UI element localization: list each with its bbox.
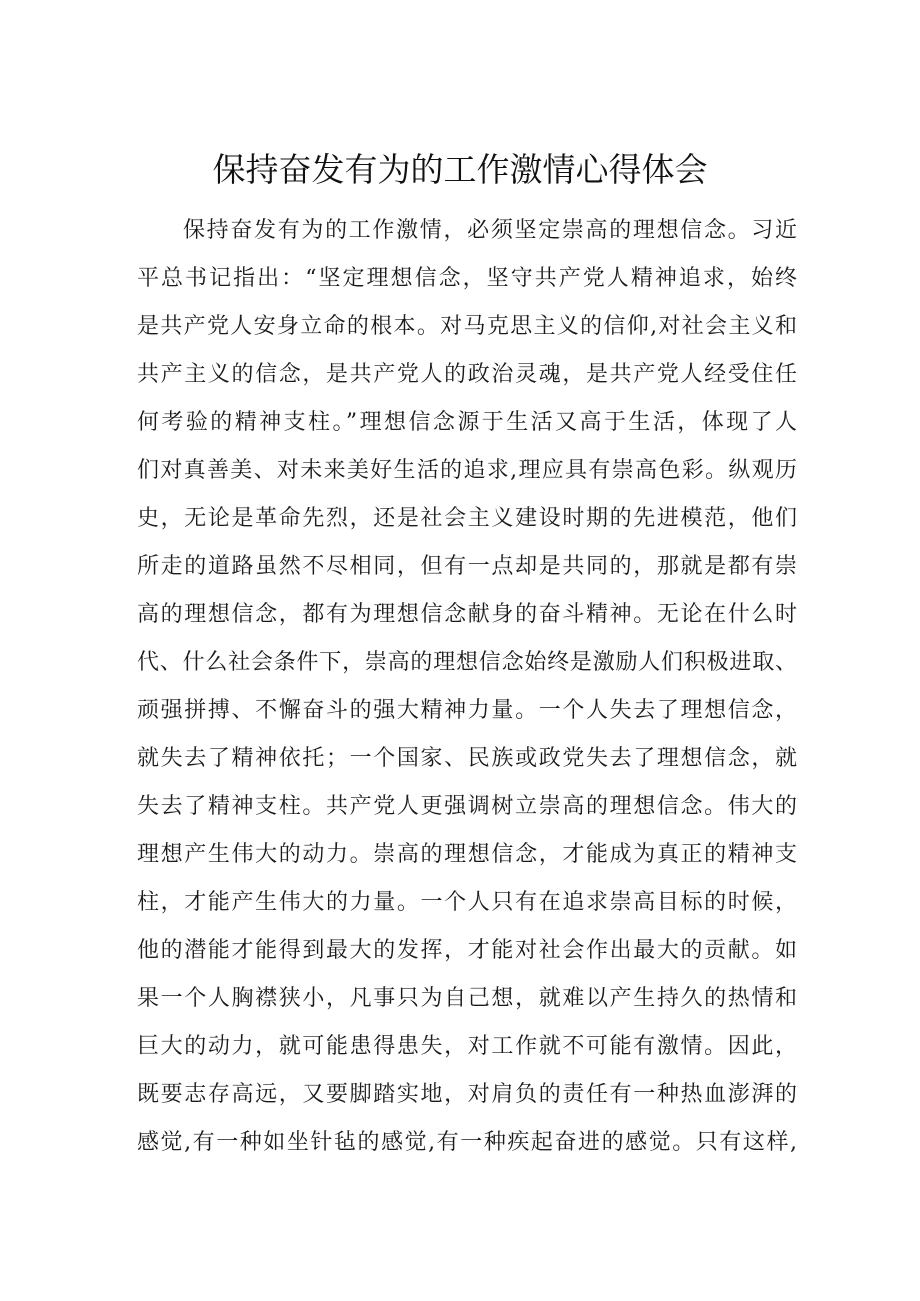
document-body xyxy=(137,207,797,1167)
paragraph-line: 就失去了精神依托；一个国家、民族或政党失去了理想信念，就 xyxy=(137,746,797,771)
paragraph-line: 是共产党人安身立命的根本。对马克思主义的信仰,对社会主义和 xyxy=(137,314,797,339)
paragraph-line: 果一个人胸襟狭小，凡事只为自己想，就难以产生持久的热情和 xyxy=(137,986,797,1011)
paragraph-line: 们对真善美、对未来美好生活的追求,理应具有崇高色彩。纵观历 xyxy=(137,458,797,483)
paragraph-line: 他的潜能才能得到最大的发挥，才能对社会作出最大的贡献。如 xyxy=(137,938,797,963)
paragraph-line: 保持奋发有为的工作激情，必须坚定崇高的理想信念。习近 xyxy=(183,218,797,243)
paragraph-line: 感觉,有一种如坐针毡的感觉,有一种疾起奋进的感觉。只有这样, xyxy=(137,1130,797,1155)
document-title: 保持奋发有为的工作激情心得体会 xyxy=(212,150,708,189)
paragraph-line: 失去了精神支柱。共产党人更强调树立崇高的理想信念。伟大的 xyxy=(137,794,797,819)
paragraph-line: 平总书记指出：“坚定理想信念，坚守共产党人精神追求，始终 xyxy=(137,266,797,291)
paragraph-line: 何考验的精神支柱。”理想信念源于生活又高于生活，体现了人 xyxy=(137,410,797,435)
paragraph-line: 顽强拼搏、不懈奋斗的强大精神力量。一个人失去了理想信念， xyxy=(137,698,797,723)
paragraph-line: 巨大的动力，就可能患得患失，对工作就不可能有激情。因此， xyxy=(137,1034,797,1059)
paragraph-line: 代、什么社会条件下，崇高的理想信念始终是激励人们积极进取、 xyxy=(137,650,797,675)
paragraph-line: 高的理想信念，都有为理想信念献身的奋斗精神。无论在什么时 xyxy=(137,602,797,627)
paragraph-line: 所走的道路虽然不尽相同，但有一点却是共同的，那就是都有崇 xyxy=(137,554,797,579)
paragraph-line: 柱，才能产生伟大的力量。一个人只有在追求崇高目标的时候， xyxy=(137,890,797,915)
paragraph-line: 既要志存高远，又要脚踏实地，对肩负的责任有一种热血澎湃的 xyxy=(137,1082,797,1107)
paragraph-line: 史，无论是革命先烈，还是社会主义建设时期的先进模范，他们 xyxy=(137,506,797,531)
paragraph-line: 共产主义的信念，是共产党人的政治灵魂，是共产党人经受住任 xyxy=(137,362,797,387)
paragraph-line: 理想产生伟大的动力。崇高的理想信念，才能成为真正的精神支 xyxy=(137,842,797,867)
